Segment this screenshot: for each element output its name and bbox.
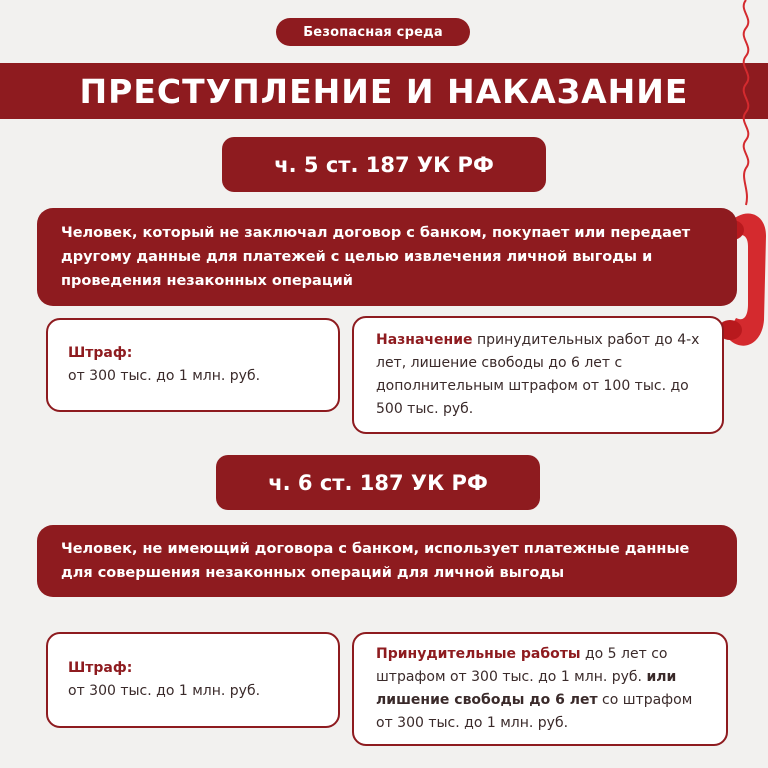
fine-card-1 [46,318,340,412]
punishment-card-2 [352,632,728,746]
article-label-2: ч. 6 ст. 187 УК РФ [216,455,540,510]
fine-label: Штраф: [68,660,133,676]
punishment-alt-rest: со штрафом от 300 тыс. до 1 млн. руб. [376,692,693,731]
punishment-text-1 [376,329,700,421]
header-badge: Безопасная среда [276,18,470,46]
article-label-1: ч. 5 ст. 187 УК РФ [222,137,546,192]
punishment-highlight: Назначение [376,332,473,348]
telephone-handset-icon [700,0,768,360]
fine-amount: от 300 тыс. до 1 млн. руб. [68,683,261,699]
offense-description-2: Человек, не имеющий договора с банком, использует платежные данные для совершения незаконных операций для личной выгоды [37,525,737,597]
punishment-rest: принудительных работ до 4-х лет, лишение свободы до 6 лет с дополнительным штрафом от 100 тыс. до 500 тыс. руб. [376,332,700,417]
punishment-highlight: Принудительные работы [376,646,581,662]
fine-amount: от 300 тыс. до 1 млн. руб. [68,368,261,384]
fine-label: Штраф: [68,345,133,361]
punishment-text-2 [376,643,704,735]
fine-card-2 [46,632,340,728]
offense-description-1: Человек, который не заключал договор с банком, покупает или передает другому данные для платежей с целью извлечения личной выгоды и проведения незаконных операций [37,208,737,306]
punishment-rest: до 5 лет со штрафом от 300 тыс. до 1 млн. руб. [376,646,668,685]
punishment-alt: или лишение свободы до 6 лет [376,669,677,708]
punishment-card-1 [352,316,724,434]
page-title: ПРЕСТУПЛЕНИЕ И НАКАЗАНИЕ [0,63,768,119]
